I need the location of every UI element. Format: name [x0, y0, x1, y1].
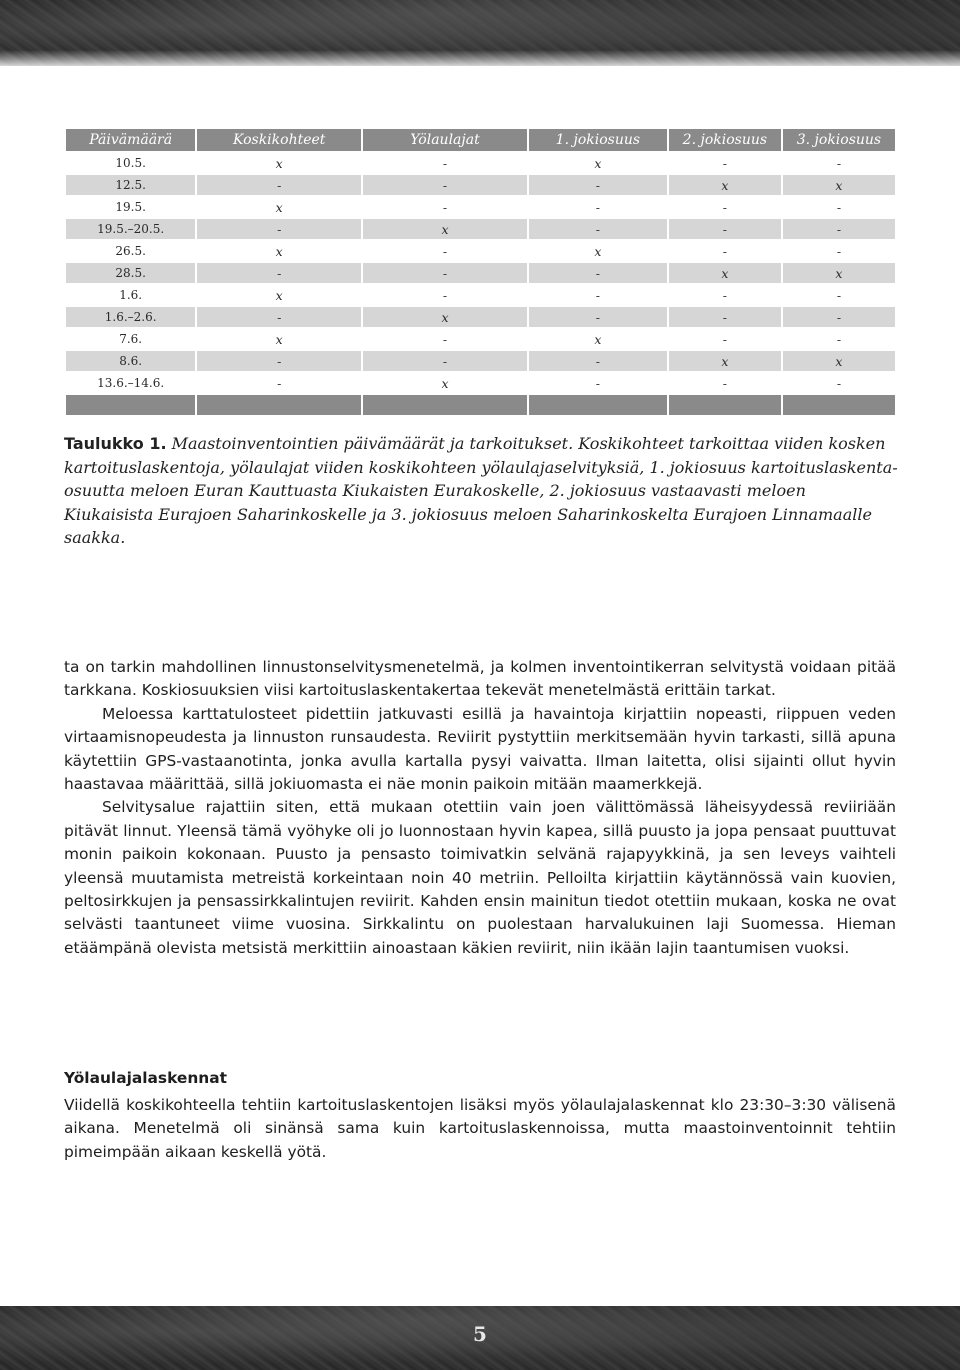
table-cell: x — [783, 351, 895, 371]
column-header: 2. jokiosuus — [669, 129, 781, 151]
column-header: Yölaulajat — [363, 129, 527, 151]
table-cell: - — [783, 219, 895, 239]
table-row — [66, 373, 895, 393]
table-cell: x — [669, 351, 781, 371]
column-header: 3. jokiosuus — [783, 129, 895, 151]
table-cell: - — [669, 307, 781, 327]
table-row — [66, 241, 895, 261]
table-row — [66, 219, 895, 239]
table-header-row — [66, 129, 895, 151]
table-cell: x — [197, 329, 361, 349]
table-cell: - — [783, 373, 895, 393]
table-cell: - — [669, 241, 781, 261]
table-cell: x — [197, 285, 361, 305]
table-cell: - — [363, 329, 527, 349]
table-cell: x — [669, 175, 781, 195]
table-cell: 1.6. — [66, 285, 195, 305]
table-cell: 26.5. — [66, 241, 195, 261]
section-paragraph: Viidellä koskikohteella tehtiin kartoituslaskentojen lisäksi myös yölaulajalaskennat klo 23:30–3:30 välisenä aikana. Menetelmä oli sinänsä sama kuin kartoituslaskennoissa, mutta maastoinventoinnit tehtiin pimeimpään aikaan keskellä yötä. — [64, 1096, 896, 1161]
paragraph: Selvitysalue rajattiin siten, että mukaan otettiin vain joen välittömässä läheisyydessä reviiriään pitävät linnut. Yleensä tämä vyöhyke oli jo luonnostaan hyvin kapea, sillä puusto ja jopa pensaat puuttuvat monin paikoin kokonaan. Puusto ja pensasto toimivatkin selvänä rajapyykkinä, ja sen leveys vaihteli yleensä muutamista metreistä korkeintaan noin 40 metriin. Pelloilta kirjattiin käytännössä vain kuovien, peltosirkkujen ja pensassirkkalintujen reviirit. Kahden ensin mainitun tiedot otettiin mukaan, koska ne ovat selvästi taantuneet viime vuosina. Sirkkalintu on puolestaan harvalukuinen laji Suomessa. Hieman etäämpänä olevista metsistä merkittiin ainoastaan käkien reviirit, niin ikään lajin taantumisen vuoksi. — [64, 798, 896, 957]
table-cell: x — [669, 263, 781, 283]
table-footer-cell — [197, 395, 361, 415]
table-cell: - — [363, 241, 527, 261]
table-footer-row — [66, 395, 895, 415]
table-cell: - — [529, 373, 667, 393]
table-cell: - — [197, 373, 361, 393]
table-footer-cell — [783, 395, 895, 415]
table-footer-cell — [66, 395, 195, 415]
table-cell: x — [529, 241, 667, 261]
table-cell: - — [783, 153, 895, 173]
table-row — [66, 307, 895, 327]
table-cell: x — [363, 373, 527, 393]
table-cell: - — [363, 175, 527, 195]
table-cell: x — [783, 175, 895, 195]
table-cell: - — [363, 153, 527, 173]
table-cell: - — [363, 351, 527, 371]
table-caption — [64, 432, 900, 550]
table-cell: - — [529, 307, 667, 327]
table-cell: - — [669, 329, 781, 349]
table-cell: - — [197, 307, 361, 327]
table-cell: x — [197, 153, 361, 173]
table-cell: - — [669, 153, 781, 173]
body-text — [64, 656, 896, 960]
table-footer-cell — [363, 395, 527, 415]
table-cell: - — [363, 263, 527, 283]
table-cell: 19.5.–20.5. — [66, 219, 195, 239]
table-cell: 12.5. — [66, 175, 195, 195]
table-row — [66, 285, 895, 305]
table-cell: 19.5. — [66, 197, 195, 217]
table-row — [66, 197, 895, 217]
table-cell: - — [197, 263, 361, 283]
table-cell: 7.6. — [66, 329, 195, 349]
table-row — [66, 351, 895, 371]
table-cell: x — [529, 329, 667, 349]
table-cell: - — [529, 285, 667, 305]
caption-label: Taulukko 1. — [64, 434, 167, 453]
table-cell: - — [669, 285, 781, 305]
table-row — [66, 175, 895, 195]
table-cell: x — [197, 241, 361, 261]
column-header: Koskikohteet — [197, 129, 361, 151]
table-cell: - — [783, 285, 895, 305]
table-cell: x — [197, 197, 361, 217]
table-cell: - — [197, 219, 361, 239]
table-cell: - — [529, 219, 667, 239]
table-cell: 28.5. — [66, 263, 195, 283]
table-row — [66, 153, 895, 173]
table-cell: - — [197, 175, 361, 195]
table-row — [66, 329, 895, 349]
table-cell: - — [363, 197, 527, 217]
table-cell: - — [529, 351, 667, 371]
table-cell: - — [669, 373, 781, 393]
table-cell: x — [363, 307, 527, 327]
table-cell: 13.6.–14.6. — [66, 373, 195, 393]
paragraph: ta on tarkin mahdollinen linnustonselvitysmenetelmä, ja kolmen inventointikerran selvitystä voidaan pitää tarkkana. Koskiosuuksien viisi kartoituslaskentakertaa tekevät menetelmästä erittäin tarkat. — [64, 658, 896, 700]
table-cell: - — [529, 263, 667, 283]
table-cell: - — [197, 351, 361, 371]
table-cell: - — [783, 241, 895, 261]
table-cell: 1.6.–2.6. — [66, 307, 195, 327]
paragraph: Meloessa karttatulosteet pidettiin jatkuvasti esillä ja havaintoja kirjattiin nopeasti, riippuen veden virtaamisnopeudesta ja linnuston runsaudesta. Reviirit pystyttiin merkitsemään hyvin tarkasti, sillä apuna käytettiin GPS-vastaanotinta, jonka avulla kartalla pysyi vaivatta. Ilman laitetta, olisi sijainti ollut hyvin haastavaa määrittää, sillä jokiuomasta ei näe monin paikoin mitään maamerkkejä. — [64, 704, 896, 794]
table-footer-cell — [669, 395, 781, 415]
section-heading: Yölaulajalaskennat — [64, 1069, 227, 1087]
table-cell: 8.6. — [66, 351, 195, 371]
table-cell: 10.5. — [66, 153, 195, 173]
table-cell: - — [363, 285, 527, 305]
table-cell: - — [783, 329, 895, 349]
table-cell: x — [783, 263, 895, 283]
table-cell: - — [529, 197, 667, 217]
table-cell: x — [529, 153, 667, 173]
table-cell: - — [529, 175, 667, 195]
table-row — [66, 263, 895, 283]
table-cell: - — [783, 197, 895, 217]
table-footer-cell — [529, 395, 667, 415]
page-number: 5 — [473, 1322, 487, 1346]
caption-text: Maastoinventointien päivämäärät ja tarkoitukset. Koskikohteet tarkoittaa viiden kosken kartoituslaskentoja, yölaulajat viiden koskikohteen yölaulajaselvityksiä, 1. jokiosuus kartoituslaskenta-osuutta meloen Euran Kauttuasta Kiukaisten Eurakoskelle, 2. jokiosuus vastaavasti meloen Kiukaisista Eurajoen Saharinkoskelle ja 3. jokiosuus meloen Saharinkoskelta Eurajoen Linnamaalle saakka. — [64, 434, 898, 547]
table-cell: - — [669, 219, 781, 239]
table-cell: x — [363, 219, 527, 239]
column-header: 1. jokiosuus — [529, 129, 667, 151]
table-cell: - — [783, 307, 895, 327]
top-fade — [0, 50, 960, 70]
column-header: Päivämäärä — [66, 129, 195, 151]
survey-dates-table — [64, 127, 897, 417]
table-cell: - — [669, 197, 781, 217]
